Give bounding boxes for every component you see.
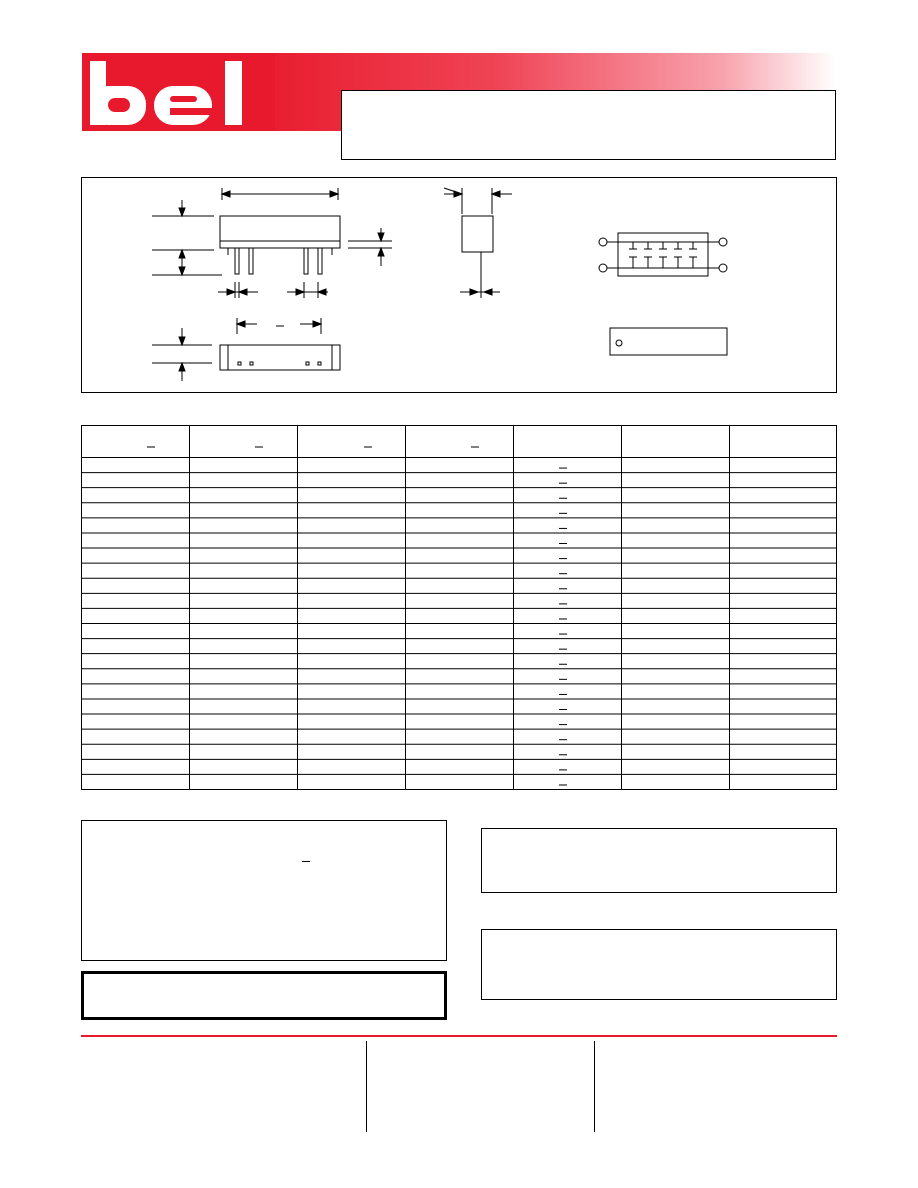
spec-table-rows (81, 458, 837, 785)
height-dimension (152, 200, 222, 275)
component-side-view (220, 216, 340, 274)
bel-logo (82, 53, 275, 131)
footer-divider-right (594, 1041, 595, 1132)
mechanical-drawing-panel (81, 177, 837, 393)
component-end-view (444, 188, 512, 298)
footer-divider-left (366, 1041, 367, 1132)
footer-rule (81, 1035, 837, 1037)
info-box-2 (481, 929, 837, 1000)
standoff-dimension (348, 228, 392, 266)
info-box-1 (481, 828, 837, 893)
spec-table-columns (190, 425, 730, 790)
callout-box (81, 971, 447, 1020)
notes-box (81, 820, 447, 961)
top-view-dimension (152, 318, 321, 381)
marking-label (610, 328, 727, 355)
schematic-diagram (599, 233, 727, 276)
pin-pitch-dimension (218, 282, 328, 298)
spec-table (81, 425, 837, 790)
width-dimension (222, 188, 338, 200)
component-top-view (220, 345, 340, 370)
title-box (341, 90, 836, 160)
notes-dash-mark (302, 861, 310, 862)
